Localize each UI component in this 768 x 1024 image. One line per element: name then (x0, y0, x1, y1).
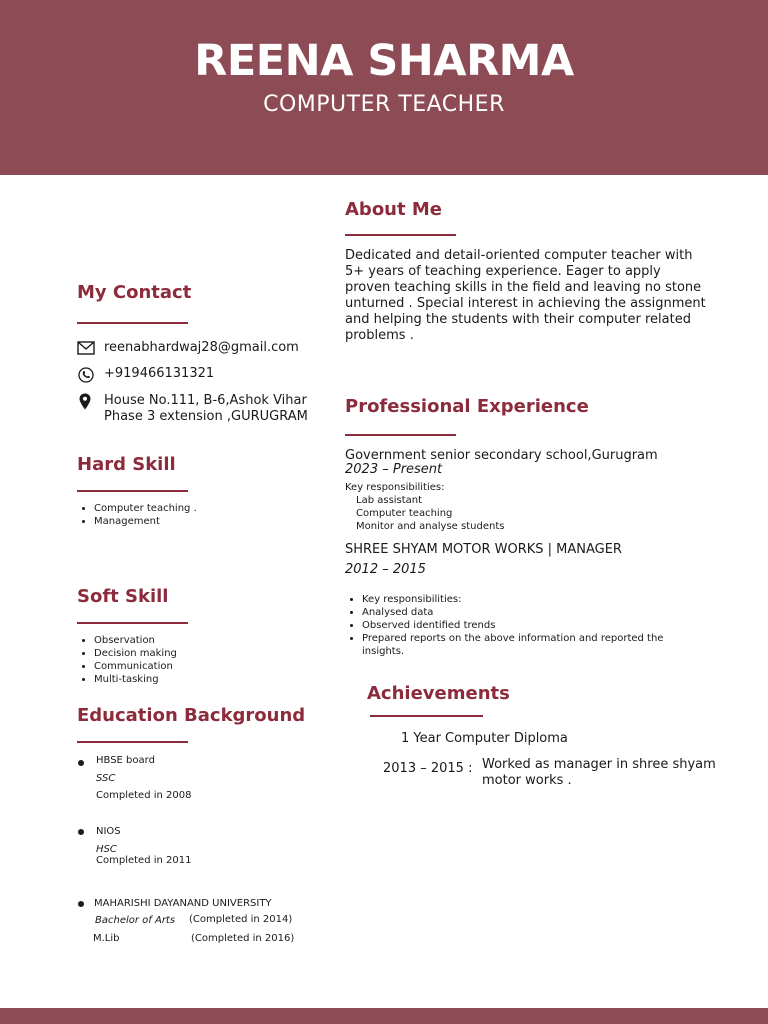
edu-3-completed: (Completed in 2014) (189, 914, 293, 925)
envelope-icon (77, 341, 95, 355)
list-item: • Management (94, 515, 297, 528)
list-item: • Communication (94, 660, 297, 673)
job-1-resp-label: Key responsibilities: (345, 482, 445, 493)
candidate-role: COMPUTER TEACHER (263, 92, 505, 117)
experience-rule (345, 434, 456, 436)
about-rule (345, 234, 456, 236)
list-item: • Decision making (94, 647, 297, 660)
about-line: and helping the students with their computer related (345, 312, 691, 327)
education-rule (77, 741, 188, 743)
achievement-2-line: motor works . (482, 773, 572, 788)
achievement-2-line: Worked as manager in shree shyam (482, 757, 716, 772)
contact-address (104, 393, 308, 425)
job-1-resp-item: Monitor and analyse students (356, 521, 505, 532)
soft-skill-heading: Soft Skill (77, 586, 169, 607)
job-2-resp-list (345, 593, 705, 658)
about-heading: About Me (345, 199, 442, 220)
edu-2-degree: HSC (96, 844, 117, 855)
contact-heading: My Contact (77, 282, 192, 303)
address-line-1: House No.111, B-6,Ashok Vihar (104, 393, 307, 408)
edu-3-degree: Bachelor of Arts (95, 915, 176, 926)
list-item: • Analysed data (362, 606, 705, 619)
list-item: • Key responsibilities: (362, 593, 705, 606)
map-pin-icon (79, 393, 91, 410)
education-bullet (78, 829, 84, 835)
about-line: 5+ years of teaching experience. Eager to apply (345, 264, 661, 279)
contact-email[interactable]: reenabhardwaj28@gmail.com (104, 340, 299, 355)
list-item: • Multi-tasking (94, 673, 297, 686)
job-2-period: 2012 – 2015 (345, 562, 426, 577)
hard-skill-heading: Hard Skill (77, 454, 176, 475)
edu-2-institution: NIOS (96, 826, 121, 837)
job-1-org: Government senior secondary school,Gurugram (345, 448, 658, 463)
about-line: Dedicated and detail-oriented computer teacher with (345, 248, 693, 263)
education-bullet (78, 760, 84, 766)
address-line-2: Phase 3 extension ,GURUGRAM (104, 409, 308, 424)
contact-rule (77, 322, 188, 324)
soft-skill-rule (77, 622, 188, 624)
achievement-1: 1 Year Computer Diploma (401, 731, 568, 746)
edu-2-completed: Completed in 2011 (96, 855, 192, 866)
education-bullet (78, 901, 84, 907)
about-line: unturned . Special interest in achieving the assignment (345, 296, 706, 311)
job-1-resp-item: Lab assistant (356, 495, 423, 506)
header-banner (0, 0, 768, 175)
phone-icon (78, 367, 94, 383)
candidate-name: REENA SHARMA (194, 36, 574, 86)
job-2-org: SHREE SHYAM MOTOR WORKS | MANAGER (345, 542, 622, 557)
edu-3-institution: MAHARISHI DAYANAND UNIVERSITY (94, 898, 272, 909)
soft-skill-list (77, 634, 297, 686)
edu-1-degree: SSC (96, 773, 116, 784)
achievement-2-text (482, 757, 732, 789)
list-item: • Observed identified trends (362, 619, 705, 632)
edu-3-completed-2: (Completed in 2016) (191, 933, 295, 944)
job-1-period: 2023 – Present (345, 462, 443, 477)
list-item: • Observation (94, 634, 297, 647)
achievement-2-period: 2013 – 2015 : (383, 761, 473, 776)
list-item: • Prepared reports on the above information and reported the insights. (362, 632, 705, 658)
edu-1-completed: Completed in 2008 (96, 790, 192, 801)
hard-skill-list (77, 502, 297, 528)
contact-phone[interactable]: +919466131321 (104, 366, 215, 381)
edu-3-degree-2: M.Lib (93, 933, 120, 944)
about-line: problems . (345, 328, 414, 343)
achievements-rule (370, 715, 483, 717)
footer-bar (0, 1008, 768, 1024)
about-text (345, 248, 735, 344)
about-line: proven teaching skills in the field and leaving no stone (345, 280, 702, 295)
job-1-resp-item: Computer teaching (356, 508, 453, 519)
hard-skill-rule (77, 490, 188, 492)
education-heading: Education Background (77, 705, 306, 726)
list-item: • Computer teaching . (94, 502, 297, 515)
experience-heading: Professional Experience (345, 396, 589, 417)
achievements-heading: Achievements (367, 683, 510, 704)
edu-1-institution: HBSE board (96, 755, 155, 766)
